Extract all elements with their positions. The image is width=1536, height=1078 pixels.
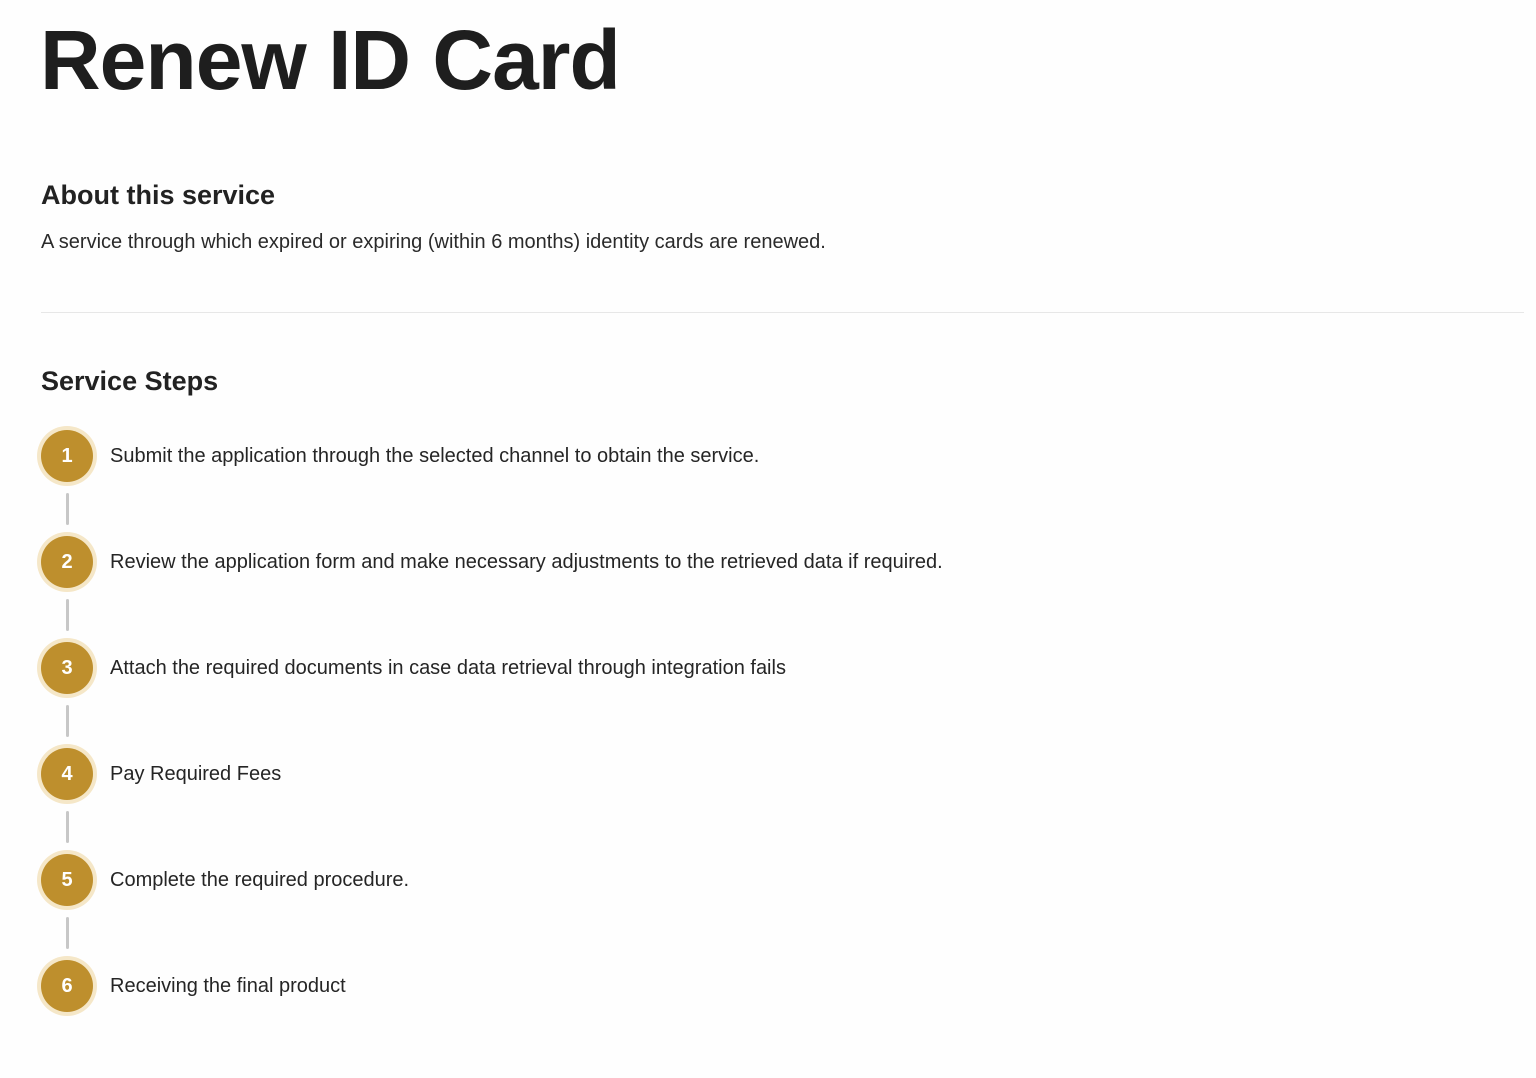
- step-connector: [66, 917, 69, 949]
- step-number-badge: 3: [41, 642, 93, 694]
- step-text: Pay Required Fees: [110, 763, 282, 785]
- step-text: Complete the required procedure.: [110, 869, 410, 891]
- service-steps-heading: Service Steps: [41, 366, 219, 396]
- about-description: A service through which expired or expiring (within 6 months) identity cards are renewed.: [41, 231, 826, 253]
- step-number-badge: 1: [41, 430, 93, 482]
- step-connector: [66, 599, 69, 631]
- step-number-badge: 4: [41, 748, 93, 800]
- about-heading: About this service: [41, 180, 276, 210]
- step-text: Receiving the final product: [110, 975, 346, 997]
- step-connector: [66, 705, 69, 737]
- section-divider: [41, 312, 1524, 313]
- page-title: Renew ID Card: [40, 13, 620, 107]
- step-connector: [66, 493, 69, 525]
- step-number-badge: 2: [41, 536, 93, 588]
- step-connector: [66, 811, 69, 843]
- step-number-badge: 6: [41, 960, 93, 1012]
- step-text: Review the application form and make necessary adjustments to the retrieved data if required.: [110, 551, 943, 573]
- step-number-badge: 5: [41, 854, 93, 906]
- step-text: Attach the required documents in case data retrieval through integration fails: [110, 657, 786, 679]
- step-text: Submit the application through the selected channel to obtain the service.: [110, 445, 760, 467]
